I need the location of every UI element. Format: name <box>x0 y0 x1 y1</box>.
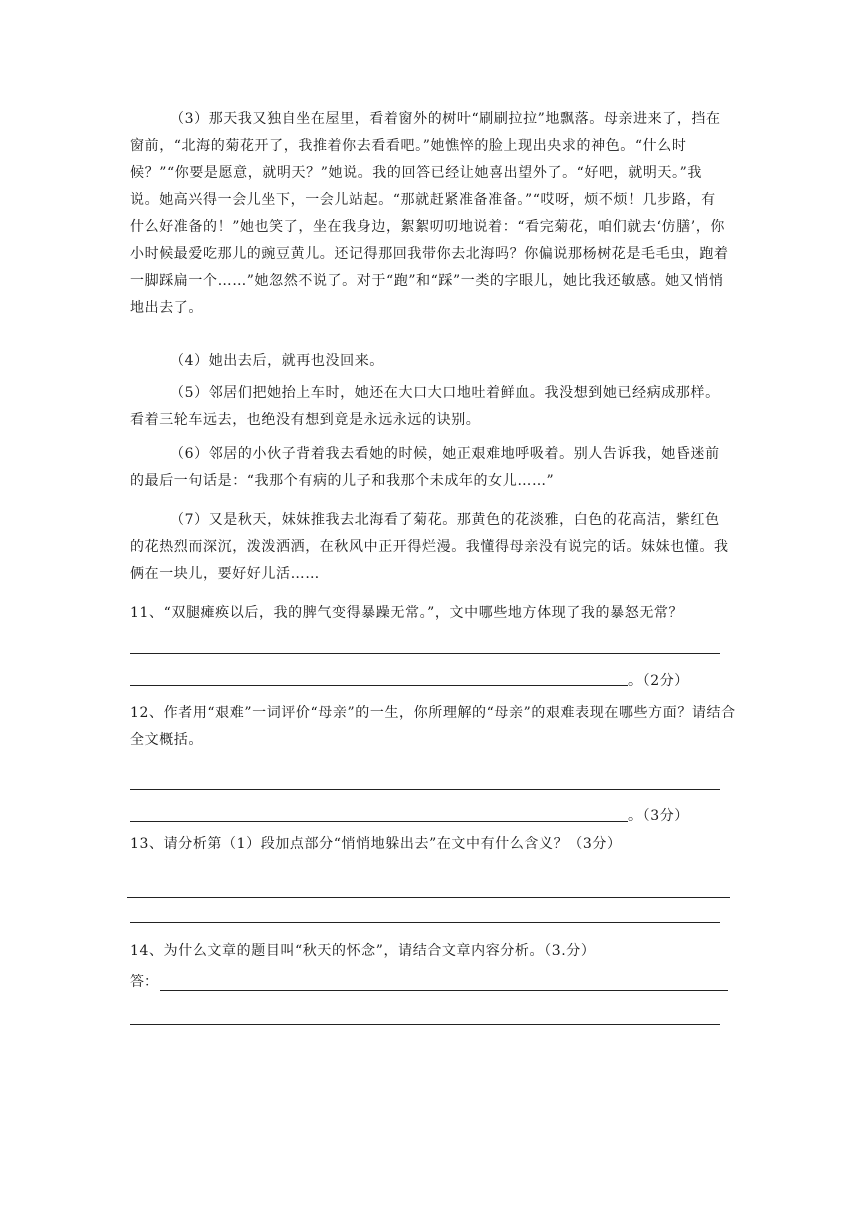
question-11-score: 。（2分） <box>628 673 689 689</box>
answer-line[interactable] <box>130 685 628 686</box>
answer-label: 答： <box>130 974 158 990</box>
passage-paragraph-3: （3）那天我又独自坐在屋里，看着窗外的树叶“刷刷拉拉”地飘落。母亲进来了，挡在窗前，“北海的菊花开了，我推着你去看看吧。”她憔悴的脸上现出央求的神色。“什么时候？”“你要是愿意，就明天？”她说。我的回答已经让她喜出望外了。“好吧，就明天。”我说。她高兴得一会儿坐下，一会儿站起。“那就赶紧准备准备。”“哎呀，烦不烦！几步路，有什么好准备的！”她也笑了，坐在我身边，絮絮叨叨地说着：“看完菊花，咱们就去‘仿膳’，你小时候最爱吃那儿的豌豆黄儿。还记得那回我带你去北海吗？你偏说那杨树花是毛毛虫，跑着一脚踩扁一个……”她忽然不说了。对于“跑”和“踩”一类的字眼儿，她比我还敏感。她又悄悄地出去了。 <box>130 111 729 316</box>
answer-line[interactable] <box>127 897 730 898</box>
passage-paragraph-5: （5）邻居们把她抬上车时，她还在大口大口地吐着鲜血。我没想到她已经病成那样。看着三轮车远去，也绝没有想到竟是永远永远的诀别。 <box>130 385 720 428</box>
question-12: 12、作者用“艰难”一词评价“母亲”的一生，你所理解的“母亲”的艰难表现在哪些方面？请结合全文概括。 <box>130 705 736 748</box>
answer-line[interactable] <box>130 1024 720 1025</box>
answer-line[interactable] <box>130 821 628 822</box>
question-11: 11、“双腿瘫痪以后，我的脾气变得暴躁无常。”，文中哪些地方体现了我的暴怒无常？ <box>130 605 684 621</box>
answer-line[interactable] <box>130 789 720 790</box>
answer-line[interactable] <box>160 990 728 991</box>
passage-paragraph-7: （7）又是秋天，妹妹推我去北海看了菊花。那黄色的花淡雅，白色的花高洁，紫红色的花热烈而深沉，泼泼洒洒，在秋风中正开得烂漫。我懂得母亲没有说完的话。妹妹也懂。我俩在一块儿，要好好儿活…… <box>130 512 729 582</box>
question-12-score: 。（3分） <box>628 808 689 824</box>
passage-paragraph-6: （6）邻居的小伙子背着我去看她的时候，她正艰难地呼吸着。别人告诉我，她昏迷前的最后一句话是：“我那个有病的儿子和我那个未成年的女儿……” <box>130 446 720 489</box>
answer-line[interactable] <box>130 653 720 654</box>
answer-line[interactable] <box>130 922 720 923</box>
question-13: 13、请分析第（1）段加点部分“悄悄地躲出去”在文中有什么含义？（3分） <box>130 836 622 852</box>
passage-paragraph-4: （4）她出去后，就再也没回来。 <box>170 353 384 369</box>
question-14: 14、为什么文章的题目叫“秋天的怀念”，请结合文章内容分析。（3.分） <box>130 943 596 959</box>
